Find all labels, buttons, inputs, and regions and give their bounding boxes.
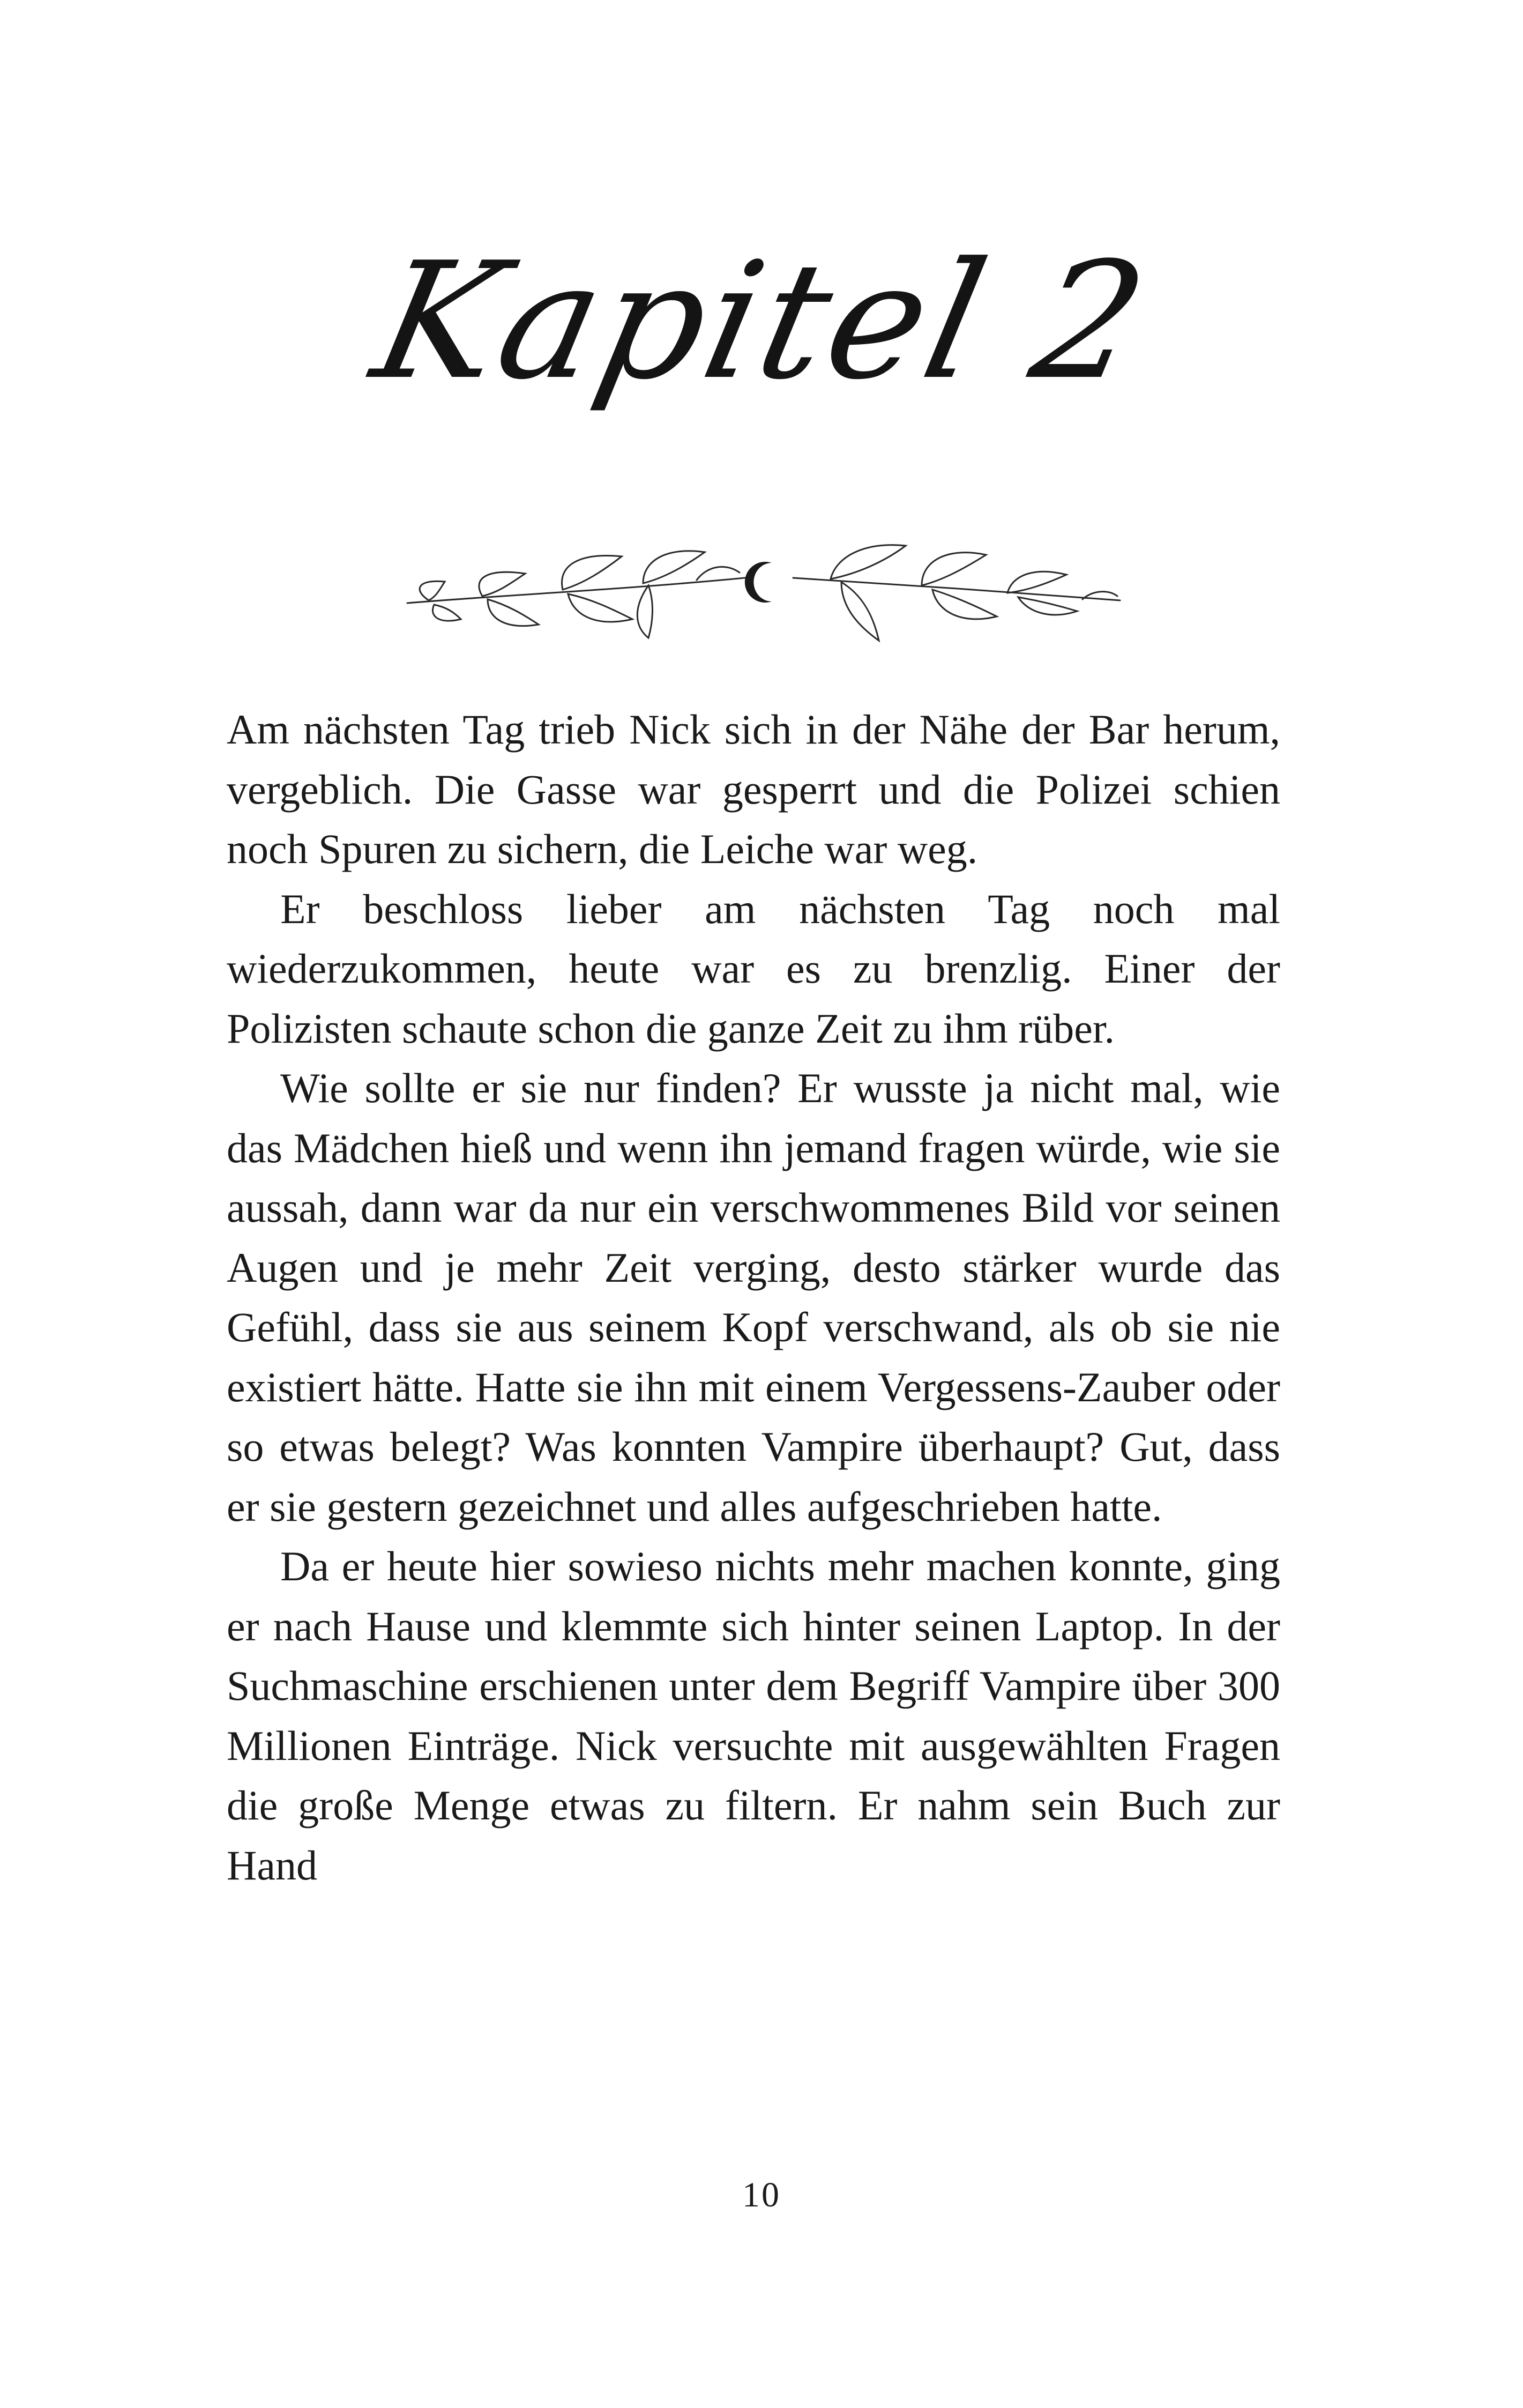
chapter-title: Kapitel 2: [360, 228, 1163, 415]
paragraph-3: Wie sollte er sie nur finden? Er wusste ja nicht mal, wie das Mädchen hieß und wenn ihn jemand fragen würde, wie sie aussah, dann war da nur ein verschwommenes Bild vor seinen Augen und je mehr Zeit verging, desto stärker wurde das Gefühl, dass sie aus seinem Kopf verschwand, als ob sie nie existiert hätte. Hatte sie ihn mit einem Vergessens-Zauber oder so etwas belegt? Was konnten Vampire überhaupt? Gut, dass er sie gestern gezeichnet und alles aufgeschrieben hatte.: [227, 1065, 1280, 1530]
leaf-branch-icon: [407, 545, 1120, 641]
paragraph-2: Er beschloss lieber am nächsten Tag noch mal wiederzukommen, heute war es zu brenzlig. Einer der Polizisten schaute schon die ganze Zeit zu ihm rüber.: [227, 885, 1280, 1052]
paragraph-1: Am nächsten Tag trieb Nick sich in der Nähe der Bar herum, vergeblich. Die Gasse war gesperrt und die Polizei schien noch Spuren zu sichern, die Leiche war weg.: [227, 706, 1280, 872]
body-text: [227, 700, 1280, 1895]
paragraph-4: Da er heute hier sowieso nichts mehr machen konnte, ging er nach Hause und klemmte sich hinter seinen Laptop. In der Suchmaschine erschienen unter dem Begriff Vampire über 300 Millionen Einträge. Nick versuchte mit ausgewählten Fragen die große Menge etwas zu filtern. Er nahm sein Buch zur Hand: [227, 1543, 1280, 1889]
crescent-moon-icon: [745, 562, 772, 603]
page-number: 10: [742, 2175, 781, 2214]
ornamental-divider: [397, 515, 1131, 654]
